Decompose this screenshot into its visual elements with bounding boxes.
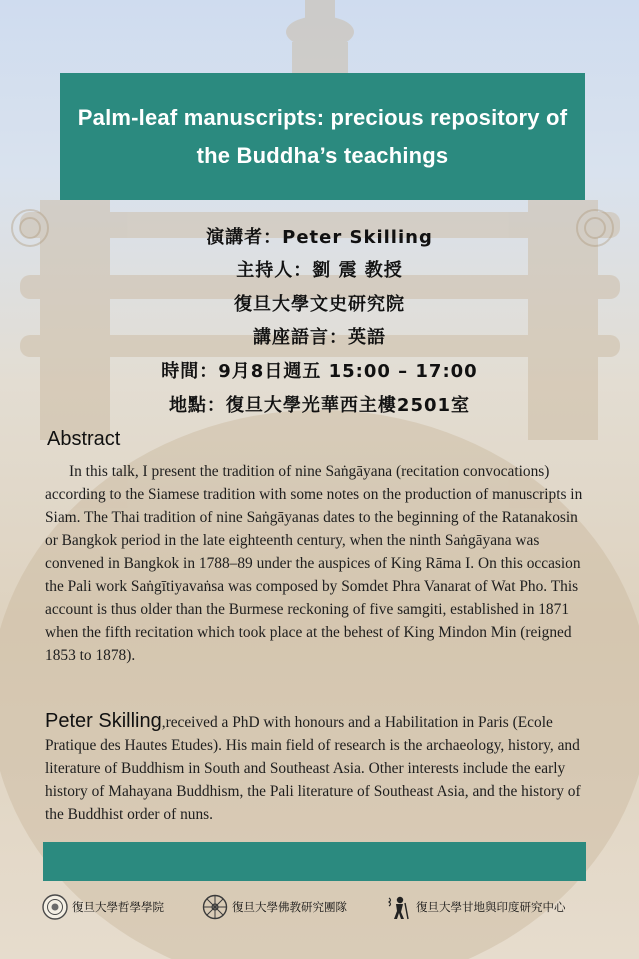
lecture-title: Palm-leaf manuscripts: precious repository of the Buddha’s teachings [77, 104, 568, 168]
organizer-line: 復旦大學文史研究院 [234, 294, 405, 315]
bottom-accent-bar [43, 842, 586, 881]
logo-philosophy-school [42, 892, 164, 922]
logo-gandhi-center [386, 892, 566, 922]
bio-text: ,received a PhD with honours and a Habilitation in Paris (Ecole Pratique des Hautes Etudes). His main field of research is the archaeology, history, and literature of Buddhism in South and Southeast Asia. Other interests include the early history of Mahayana Buddhism, the Pali literature of Southeast Asia, and the history of the Buddhist order of nuns. [45, 714, 581, 823]
bio-speaker-name: Peter Skilling [45, 710, 162, 732]
philosophy-school-seal-icon [42, 894, 68, 920]
title-banner [60, 73, 585, 200]
logo-buddhism-team [202, 892, 347, 922]
host-line: 主持人：劉 震 教授 [236, 260, 403, 281]
logo-buddhism-team-text: 復旦大學佛教研究團隊 [232, 900, 347, 914]
speaker-line: 演講者：Peter Skilling [206, 227, 433, 248]
sponsor-logos [0, 892, 639, 922]
logo-gandhi-center-text: 復旦大學甘地與印度研究中心 [416, 900, 566, 914]
venue-line: 地點：復旦大學光華西主樓2501室 [168, 395, 471, 416]
language-line: 講座語言：英語 [253, 327, 386, 348]
gandhi-figure-icon [386, 894, 412, 920]
abstract-body: In this talk, I present the tradition of nine Saṅgāyana (recitation convocations) according to the Siamese tradition with some notes on the production of manuscripts in Siam. The Thai tradition of nine Saṅgāyanas dates to the beginning of the Ratanakosin or Bangkok period in the late eighteenth century, when the ninth Saṅgāyana was convened in Bangkok in 1788–89 under the auspices of King Rāma I. On this occasion the Pali work Saṅgītiyavaṅsa was composed by Somdet Phra Vanarat of Wat Pho. This account is thus older than the Burmese reckoning of five samgiti, established in 1871 when the fifth recitation which took place at the behest of King Mindon Min (reigned 1853 to 1878). [45, 463, 583, 664]
logo-philosophy-school-text: 復旦大學哲學學院 [72, 900, 164, 914]
abstract-heading: Abstract [47, 428, 121, 450]
buddhism-team-wheel-icon [202, 894, 228, 920]
time-line: 時間：9月8日週五 15:00 – 17:00 [161, 361, 478, 382]
speaker-bio [45, 710, 595, 826]
